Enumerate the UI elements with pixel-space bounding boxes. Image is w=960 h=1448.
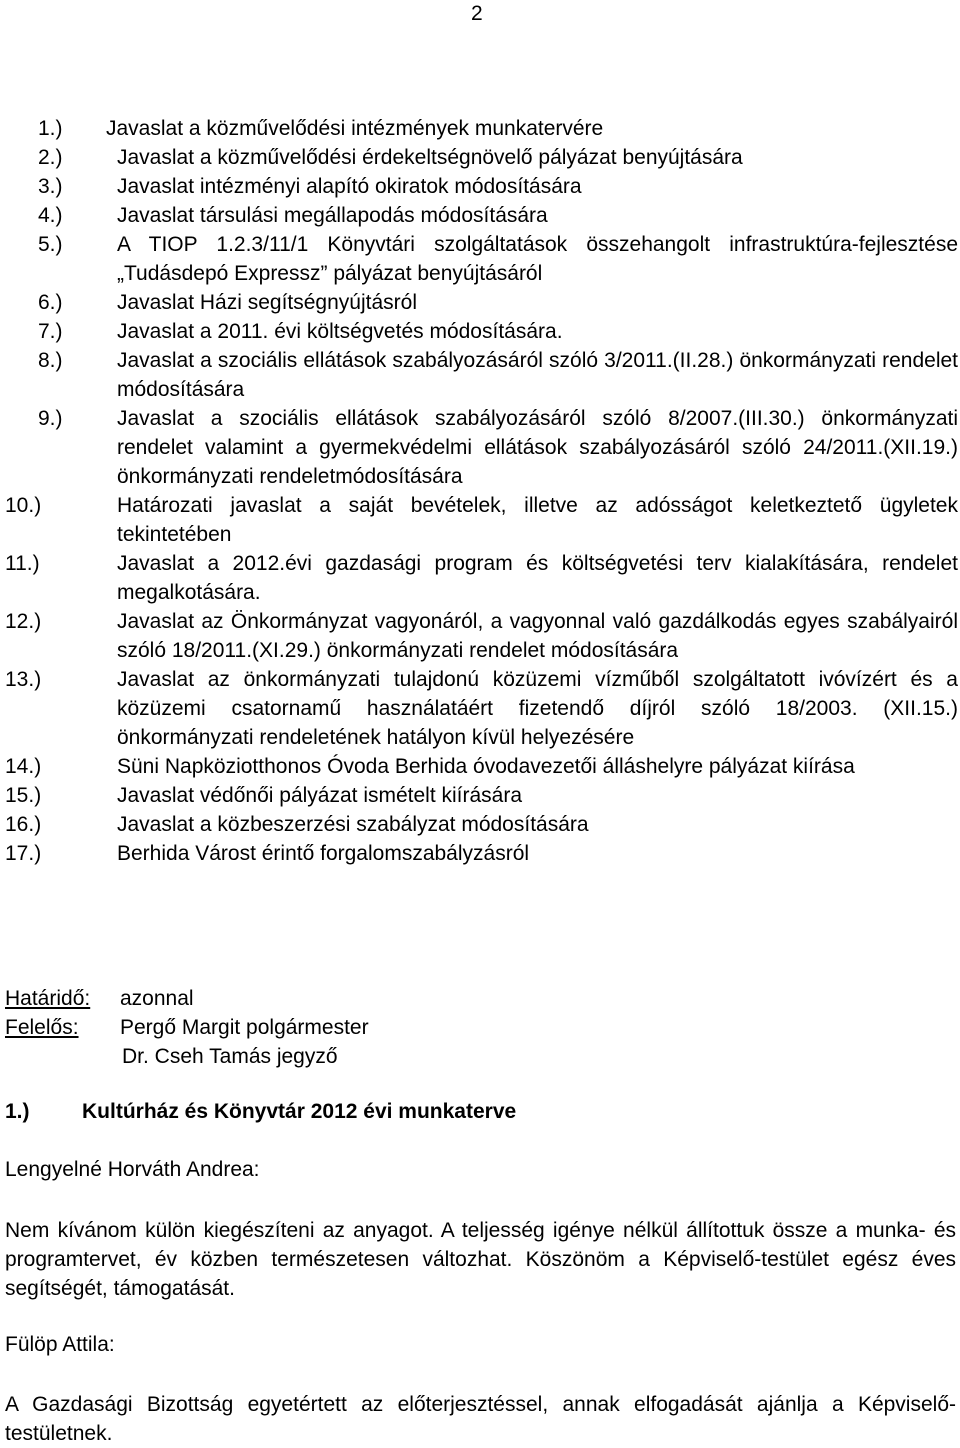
agenda-item-number: 12.) — [5, 610, 42, 633]
agenda-item-number: 8.) — [38, 349, 63, 372]
agenda-item-text: Javaslat a 2011. évi költségvetés módosítására. — [117, 320, 563, 343]
responsible-notary: Dr. Cseh Tamás jegyző — [122, 1045, 338, 1068]
section-number: 1.) — [5, 1100, 30, 1123]
agenda-item — [0, 491, 958, 549]
agenda-item-text: Javaslat Házi segítségnyújtásról — [117, 291, 417, 314]
agenda-item — [0, 665, 958, 752]
agenda-item-number: 3.) — [38, 175, 63, 198]
speaker-name: Fülöp Attila: — [5, 1333, 115, 1356]
agenda-item-number: 5.) — [38, 233, 63, 256]
deadline-value: azonnal — [120, 987, 194, 1010]
agenda-item-text: Javaslat a 2012.évi gazdasági program és költségvetési terv kialakítására, rendelet megalkotására. — [117, 552, 958, 604]
agenda-item — [0, 317, 958, 346]
agenda-item — [0, 230, 958, 288]
agenda-item-text: Javaslat a közművelődési intézmények munkatervére — [106, 117, 604, 140]
agenda-item-text: Javaslat az önkormányzati tulajdonú közüzemi vízműből szolgáltatott ivóvízért és a közüzemi csatornamű használatáért fizetendő díjról szóló 18/2003. (XII.15.) önkormányzati rendeletének hatályon kívül helyezésére — [117, 668, 958, 749]
agenda-item-number: 10.) — [5, 494, 42, 517]
agenda-item-number: 14.) — [5, 755, 42, 778]
agenda-item-text: Javaslat a közbeszerzési szabályzat módosítására — [117, 813, 589, 836]
agenda-list — [0, 114, 958, 868]
agenda-item-number: 15.) — [5, 784, 42, 807]
agenda-item-number: 6.) — [38, 291, 63, 314]
agenda-item-text: Határozati javaslat a saját bevételek, illetve az adósságot keletkeztető ügyletek tekintetében — [117, 494, 958, 546]
agenda-item — [0, 781, 958, 810]
agenda-item — [0, 143, 958, 172]
responsible-row — [5, 1013, 369, 1042]
agenda-item-number: 17.) — [5, 842, 42, 865]
agenda-item — [0, 172, 958, 201]
agenda-item — [0, 201, 958, 230]
agenda-item — [0, 607, 958, 665]
agenda-item-number: 13.) — [5, 668, 42, 691]
agenda-item-number: 11.) — [5, 552, 40, 575]
speech-paragraph: Nem kívánom külön kiegészíteni az anyagot. A teljesség igénye nélkül állítottuk össze a munka- és programtervet, év közben természetesen változhat. Köszönöm a Képviselő-testület egész éves segítségét, támogatását. — [5, 1219, 956, 1300]
agenda-item-text: Javaslat a szociális ellátások szabályozásáról szóló 3/2011.(II.28.) önkormányzati rendelet módosítására — [117, 349, 958, 401]
agenda-item — [0, 549, 958, 607]
agenda-item-text: Javaslat az Önkormányzat vagyonáról, a vagyonnal való gazdálkodás egyes szabályairól szóló 18/2011.(XI.29.) önkormányzati rendelet módosítására — [117, 610, 958, 662]
responsible-row-2 — [5, 1042, 338, 1071]
agenda-item-number: 16.) — [5, 813, 42, 836]
agenda-item-number: 1.) — [38, 117, 63, 140]
agenda-item — [0, 839, 958, 868]
agenda-item — [0, 752, 958, 781]
section-title: Kultúrház és Könyvtár 2012 évi munkaterve — [82, 1100, 517, 1123]
agenda-item-text: A TIOP 1.2.3/11/1 Könyvtári szolgáltatások összehangolt infrastruktúra-fejlesztése „Tudásdepó Expressz” pályázat benyújtásáról — [117, 233, 958, 285]
agenda-item-number: 4.) — [38, 204, 63, 227]
speaker-name: Lengyelné Horváth Andrea: — [5, 1158, 260, 1181]
agenda-item — [0, 810, 958, 839]
agenda-item — [0, 404, 958, 491]
agenda-item-text: Javaslat védőnői pályázat ismételt kiírására — [117, 784, 523, 807]
agenda-item — [0, 346, 958, 404]
resolution-meta — [5, 984, 369, 1071]
agenda-item-text: Javaslat intézményi alapító okiratok módosítására — [117, 175, 582, 198]
agenda-item — [0, 114, 958, 143]
agenda-item-text: Berhida Várost érintő forgalomszabályzásról — [117, 842, 530, 865]
deadline-label: Határidő: — [5, 987, 91, 1010]
agenda-item-text: Javaslat a szociális ellátások szabályozásáról szóló 8/2007.(III.30.) önkormányzati rendelet valamint a gyermekvédelmi ellátások szabályozásáról szóló 24/2011.(XII.19.) önkormányzati rendeletmódosítására — [117, 407, 958, 488]
agenda-item — [0, 288, 958, 317]
responsible-mayor: Pergő Margit polgármester — [120, 1016, 369, 1039]
agenda-item-number: 7.) — [38, 320, 63, 343]
agenda-item-number: 9.) — [38, 407, 63, 430]
agenda-item-text: Javaslat a közművelődési érdekeltségnövelő pályázat benyújtására — [117, 146, 743, 169]
agenda-item-text: Süni Napköziotthonos Óvoda Berhida óvodavezetői álláshelyre pályázat kiírása — [117, 755, 855, 778]
responsible-label: Felelős: — [5, 1016, 79, 1039]
agenda-item-number: 2.) — [38, 146, 63, 169]
deadline-row — [5, 984, 194, 1013]
agenda-item-text: Javaslat társulási megállapodás módosítására — [117, 204, 548, 227]
page-number: 2 — [471, 2, 483, 25]
speech-paragraph: A Gazdasági Bizottság egyetértett az előterjesztéssel, annak elfogadását ajánlja a Képviselő-testületnek. — [5, 1393, 956, 1445]
